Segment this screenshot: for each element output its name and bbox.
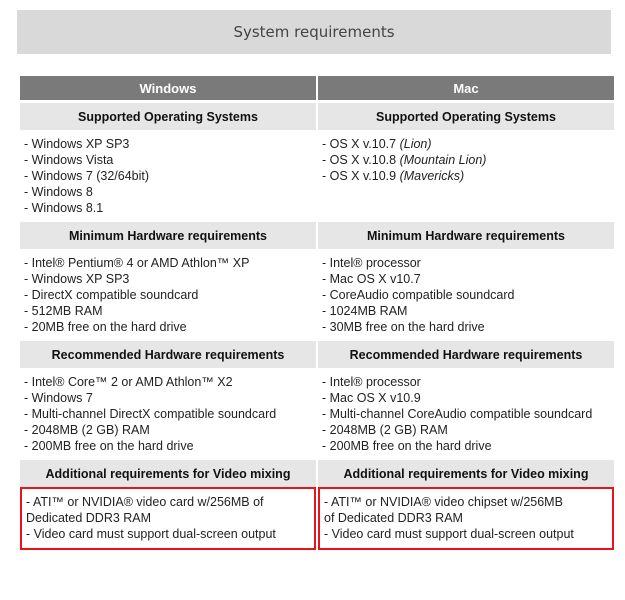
section-items-row xyxy=(20,368,614,460)
section-items-row xyxy=(20,487,614,550)
list-item: - 512MB RAM xyxy=(24,304,103,318)
list-item xyxy=(322,152,610,168)
list-item: - Intel® processor xyxy=(322,256,421,270)
mac-recommended-hw-list xyxy=(318,368,614,460)
windows-recommended-hw-list xyxy=(20,368,316,460)
list-item: - Windows 8 xyxy=(24,185,93,199)
list-item: - CoreAudio compatible soundcard xyxy=(322,288,515,302)
list-item: - Video card must support dual-screen output xyxy=(26,527,276,541)
list-item xyxy=(322,168,610,184)
windows-minimum-hw-list xyxy=(20,249,316,341)
mac-supported-os-list xyxy=(318,130,614,222)
section-header-row xyxy=(20,103,614,130)
windows-minimum-hw-heading: Minimum Hardware requirements xyxy=(20,222,316,249)
windows-supported-os-list xyxy=(20,130,316,222)
section-header-row xyxy=(20,222,614,249)
windows-supported-os-heading: Supported Operating Systems xyxy=(20,103,316,130)
mac-minimum-hw-list xyxy=(318,249,614,341)
list-item: - Windows 7 xyxy=(24,391,93,405)
list-item: - ATI™ or NVIDIA® video card w/256MB of Dedicated DDR3 RAM xyxy=(26,495,264,525)
os-codename: (Mountain Lion) xyxy=(399,153,487,167)
windows-video-mixing-list xyxy=(20,487,316,550)
list-item: - Mac OS X v10.9 xyxy=(322,391,421,405)
list-item: - Windows Vista xyxy=(24,153,114,167)
list-item: - 200MB free on the hard drive xyxy=(24,439,194,453)
section-header-row xyxy=(20,460,614,487)
list-item: - Windows XP SP3 xyxy=(24,272,130,286)
system-requirements-table xyxy=(18,76,616,550)
list-item: of Dedicated DDR3 RAM xyxy=(324,511,463,525)
os-version: - OS X v.10.8 xyxy=(322,153,400,167)
list-item: - Multi-channel CoreAudio compatible soundcard xyxy=(322,407,593,421)
os-codename: (Mavericks) xyxy=(399,169,465,183)
list-item: - Windows XP SP3 xyxy=(24,137,130,151)
list-item: - 2048MB (2 GB) RAM xyxy=(24,423,150,437)
os-version: - OS X v.10.9 xyxy=(322,169,400,183)
list-item: - Video card must support dual-screen output xyxy=(324,527,574,541)
mac-video-mixing-list xyxy=(318,487,614,550)
os-codename: (Lion) xyxy=(399,137,432,151)
mac-supported-os-heading: Supported Operating Systems xyxy=(318,103,614,130)
windows-column-header: Windows xyxy=(20,76,316,103)
table-header-row xyxy=(20,76,614,103)
list-item: - 1024MB RAM xyxy=(322,304,408,318)
section-header-row xyxy=(20,341,614,368)
list-item: - 200MB free on the hard drive xyxy=(322,439,492,453)
list-item: - Multi-channel DirectX compatible soundcard xyxy=(24,407,277,421)
section-items-row xyxy=(20,130,614,222)
windows-video-mixing-heading: Additional requirements for Video mixing xyxy=(20,460,316,487)
list-item: - 30MB free on the hard drive xyxy=(322,320,485,334)
list-item: - Windows 7 (32/64bit) xyxy=(24,169,150,183)
page-title: System requirements xyxy=(17,10,611,54)
list-item: - Intel® Pentium® 4 or AMD Athlon™ XP xyxy=(24,256,250,270)
list-item: - Intel® processor xyxy=(322,375,421,389)
mac-recommended-hw-heading: Recommended Hardware requirements xyxy=(318,341,614,368)
list-item: - 2048MB (2 GB) RAM xyxy=(322,423,448,437)
list-item: - ATI™ or NVIDIA® video chipset w/256MB xyxy=(324,495,563,509)
section-items-row xyxy=(20,249,614,341)
list-item: - 20MB free on the hard drive xyxy=(24,320,187,334)
mac-minimum-hw-heading: Minimum Hardware requirements xyxy=(318,222,614,249)
mac-video-mixing-heading: Additional requirements for Video mixing xyxy=(318,460,614,487)
list-item xyxy=(322,136,610,152)
list-item: - DirectX compatible soundcard xyxy=(24,288,199,302)
mac-column-header: Mac xyxy=(318,76,614,103)
list-item: - Intel® Core™ 2 or AMD Athlon™ X2 xyxy=(24,375,233,389)
list-item: - Windows 8.1 xyxy=(24,201,104,215)
windows-recommended-hw-heading: Recommended Hardware requirements xyxy=(20,341,316,368)
list-item: - Mac OS X v10.7 xyxy=(322,272,421,286)
os-version: - OS X v.10.7 xyxy=(322,137,400,151)
